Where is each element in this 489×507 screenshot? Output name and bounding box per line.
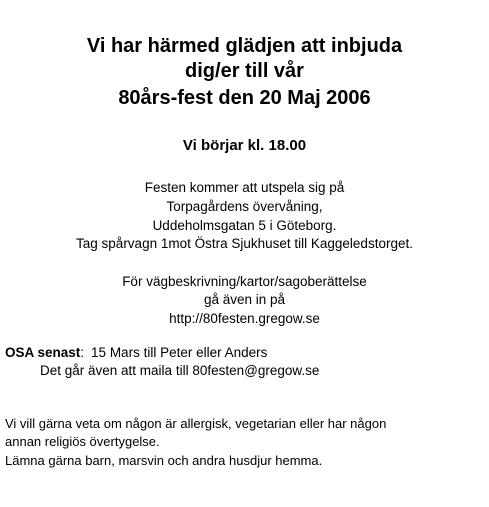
notes-line-3: Lämna gärna barn, marsvin och andra husdjur hemma.	[5, 453, 323, 468]
rsvp-colon: :	[80, 345, 85, 360]
directions-line-1: För vägbeskrivning/kartor/sagoberättelse	[122, 274, 367, 289]
title-line-1: Vi har härmed glädjen att inbjuda	[86, 35, 403, 57]
title-line-3: 80års-fest den 20 Maj 2006	[118, 87, 371, 109]
rsvp-text: 15 Mars till Peter eller Anders	[91, 345, 268, 360]
rsvp-line	[5, 346, 267, 360]
notes-line-1: Vi vill gärna veta om någon är allergisk, vegetarian eller har någon	[5, 416, 387, 431]
venue-line-2: Torpagårdens övervåning,	[166, 199, 323, 214]
venue-line-4: Tag spårvagn 1mot Östra Sjukhuset till Kaggeledstorget.	[76, 236, 413, 251]
rsvp-email-line: Det går även att maila till 80festen@gregow.se	[40, 363, 320, 378]
title-line-2: dig/er till vår	[185, 60, 304, 82]
directions-url: http://80festen.gregow.se	[169, 311, 320, 326]
venue-line-1: Festen kommer att utspela sig på	[144, 180, 345, 195]
venue-line-3: Uddeholmsgatan 5 i Göteborg.	[152, 218, 337, 233]
rsvp-label: OSA senast	[5, 345, 81, 360]
start-time: Vi börjar kl. 18.00	[182, 137, 307, 154]
notes-line-2: annan religiös övertygelse.	[5, 434, 160, 449]
directions-line-2: gå även in på	[203, 292, 286, 307]
